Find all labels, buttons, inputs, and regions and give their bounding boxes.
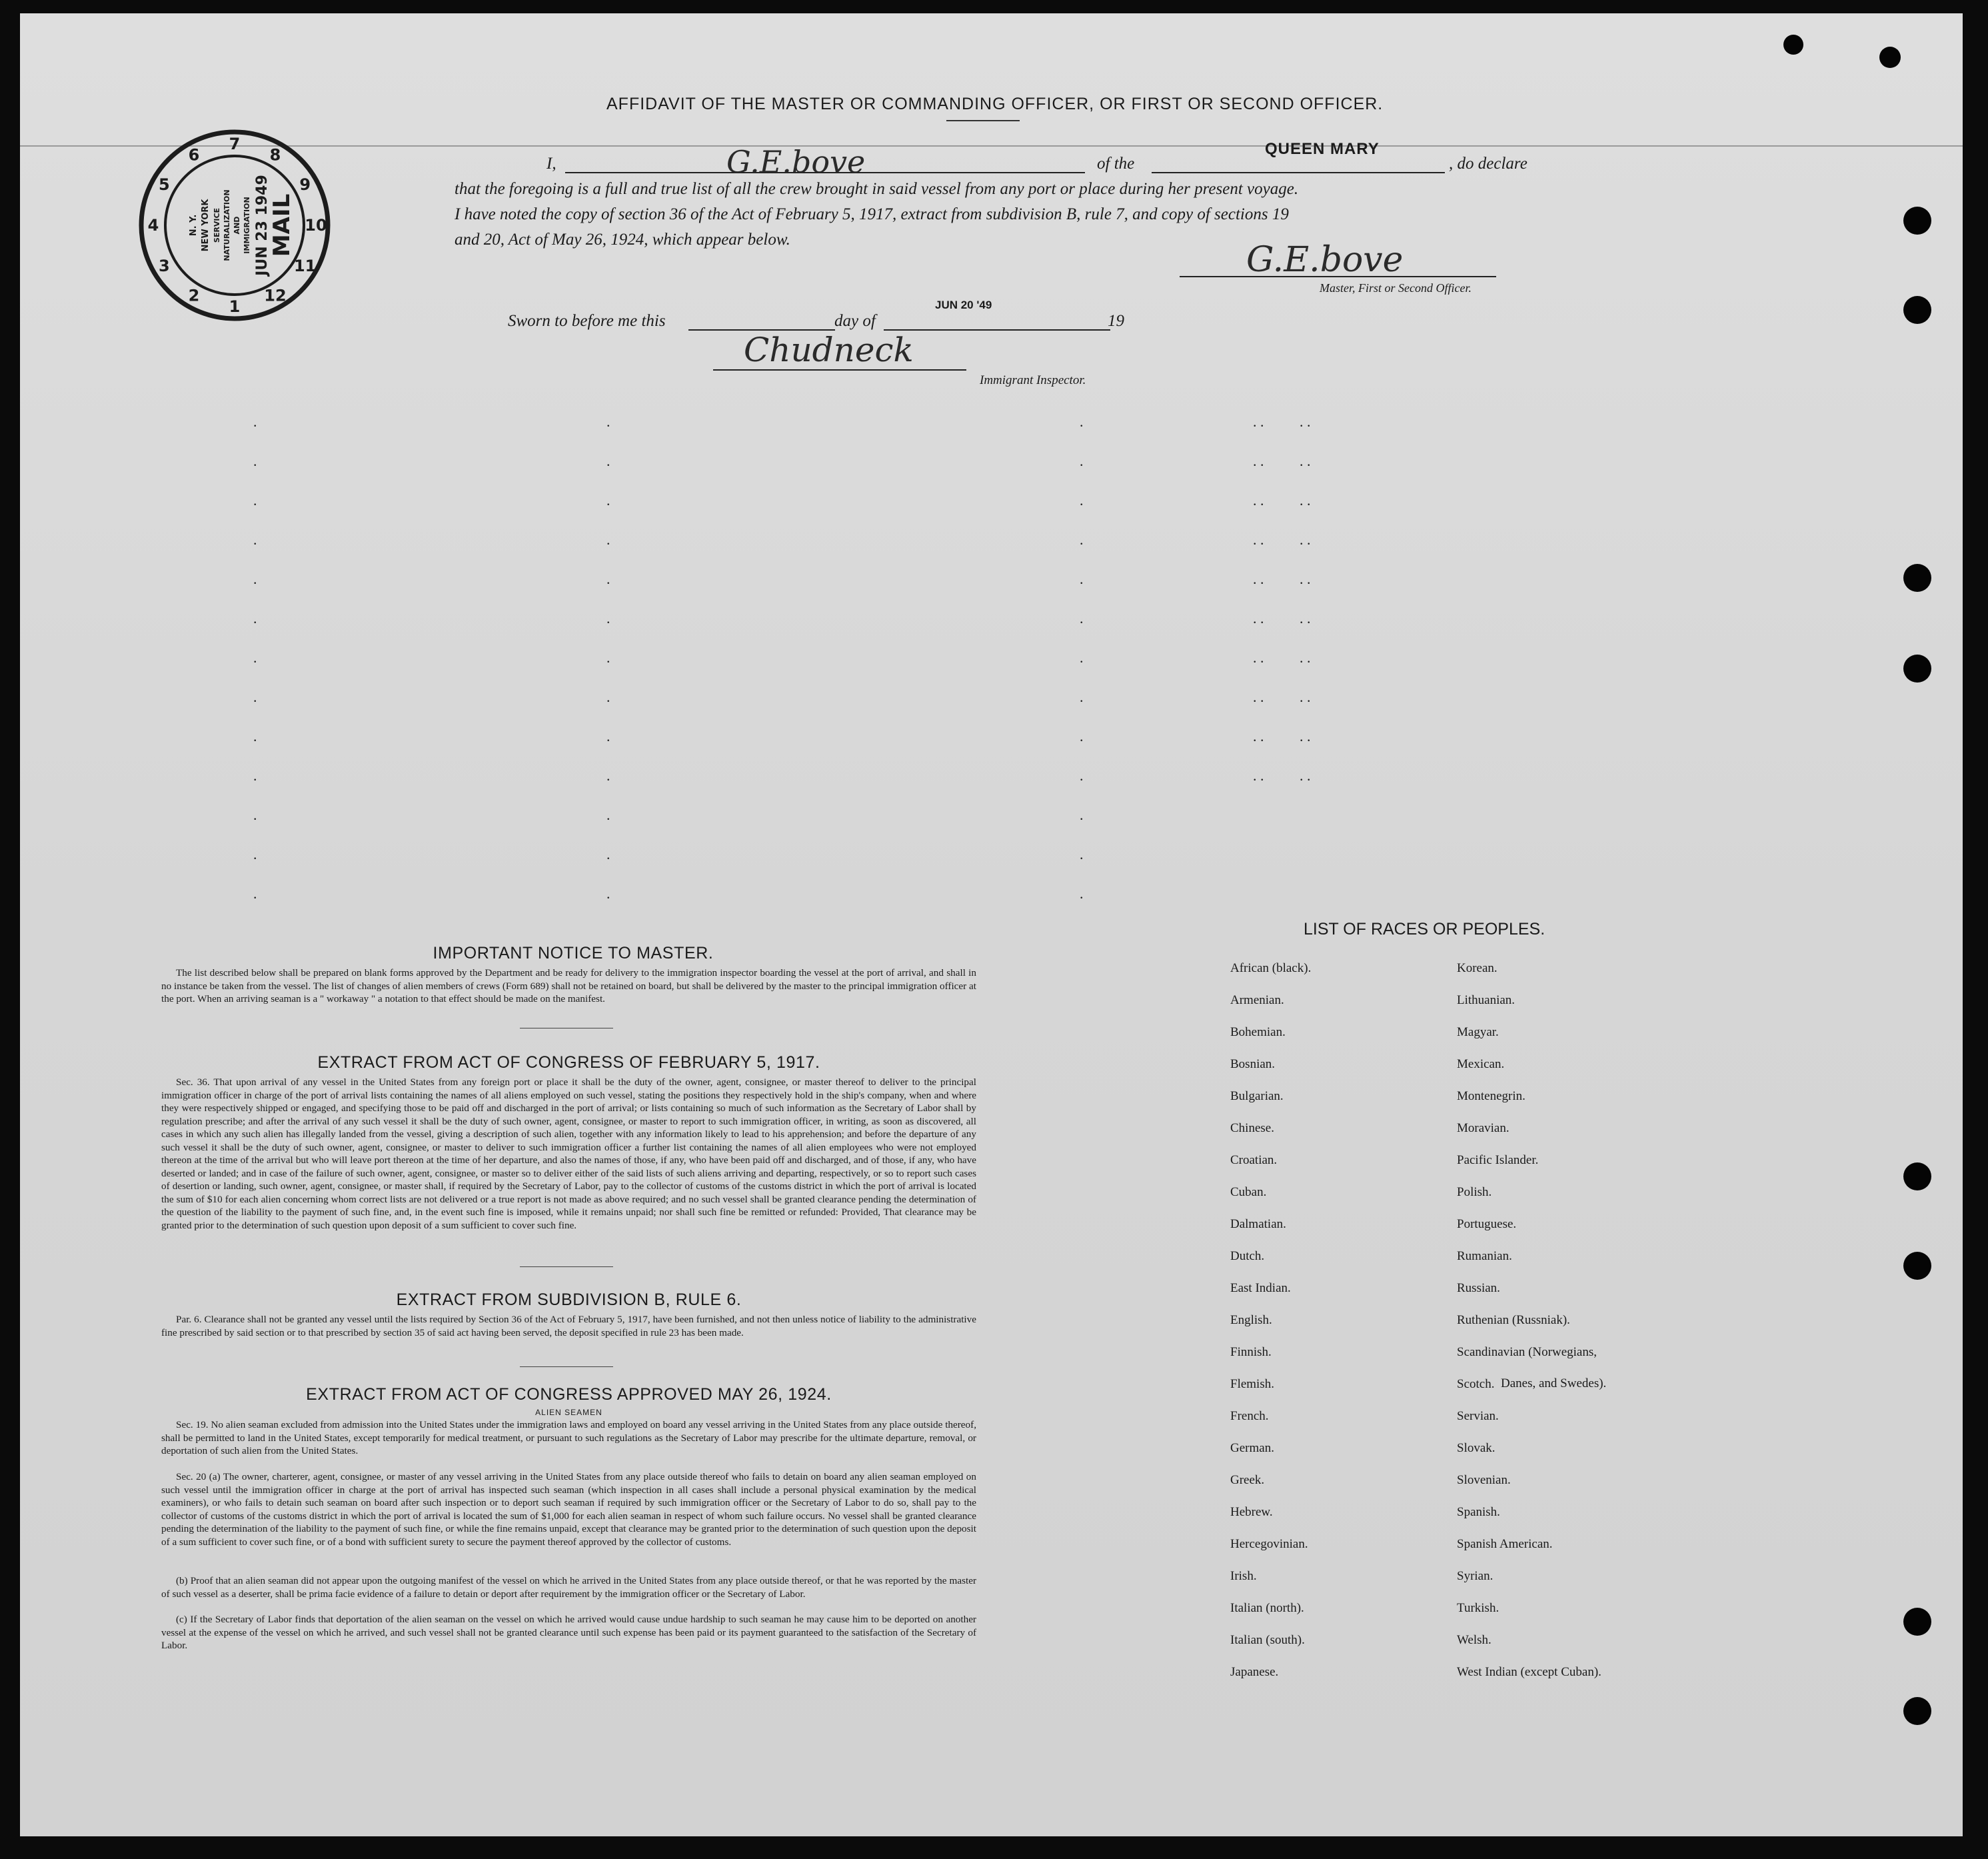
declaration-line-2: that the foregoing is a full and true list of all the crew brought in said vessel from any port or place during her present voyage. xyxy=(455,180,1299,198)
dot-mark: . xyxy=(606,610,610,627)
dot-mark: . . xyxy=(1300,492,1311,509)
races-scandinavian-continuation: Danes, and Swedes). xyxy=(1501,1376,1607,1390)
stamp-ring-number: 10 xyxy=(305,216,327,235)
race-item-right: Scotch. xyxy=(1457,1377,1495,1391)
stamp-location: NEW YORK xyxy=(201,199,211,252)
dot-mark: . xyxy=(606,728,610,745)
sworn-year-label: 19 xyxy=(1108,312,1124,330)
dot-mark: . xyxy=(1080,767,1084,784)
declaration-line-3: I have noted the copy of section 36 of the Act of February 5, 1917, extract from subdivision B, rule 7, and copy of sections 19 xyxy=(455,205,1289,223)
race-item-left: Italian (north). xyxy=(1230,1601,1304,1615)
sworn-day-label: day of xyxy=(834,312,876,330)
race-item-right: Spanish American. xyxy=(1457,1537,1553,1551)
dot-mark: . xyxy=(253,885,257,902)
extract-1917-text: Sec. 36. That upon arrival of any vessel in the United States from any foreign port or place it shall be the duty of the owner, agent, consignee, or master thereof to deliver to the principal immigration officer in charge of the port of arrival lists containing the names of all aliens employed on such vessel, stating the positions they respectively hold in the ship's company, when and where they were respectively shipped or engaged, and specifying those to be paid off and discharged in the port of arrival; or lists containing so much of such information as the Secretary of Labor shall by regulation prescribe; and after the arrival of any such vessel it shall be the duty of such owner, agent, consignee, or master to report to such immigration officer, in writing, as soon as discovered, all cases in which any such alien has illegally landed from the vessel, giving a description of such alien, together with any information likely to lead to his apprehension; and before the departure of any such vessel it shall be the duty of such owner, agent, consignee, or master to deliver to such immigration officer a further list containing the names of all alien employees who were not employed thereon at the time of the arrival but who will leave port thereon at the time of her departure, and also the names of those, if any, who have been paid off and discharged, and of those, if any, who have deserted or landed; and in case of the failure of such owner, agent, consignee, or master so to deliver either of the said lists of such aliens arriving and departing, respectively, or so to report such cases of desertion or landing, such owner, agent, consignee, or master shall, if required by the Secretary of Labor, pay to the collector of customs of the customs district in which the port of arrival is located the sum of $10 for each alien concerning whom correct lists are not delivered or a true report is not made as above required; and no such vessel shall be granted clearance pending the determination of the question of the liability to the payment of such fine, and, in the event such fine is imposed, while it remains unpaid; nor shall such fine be remitted or refunded: Provided, That clearance may be granted prior to the determination of such question upon deposit of a sum sufficient to cover such fine. xyxy=(161,1076,976,1231)
race-item-right: West Indian (except Cuban). xyxy=(1457,1665,1601,1679)
stamp-ring-number: 6 xyxy=(188,145,200,165)
binder-hole-1 xyxy=(1903,207,1931,235)
dot-mark: . xyxy=(606,689,610,705)
stamp-icon xyxy=(135,125,335,325)
dot-mark: . xyxy=(606,413,610,430)
binder-hole-4 xyxy=(1903,655,1931,683)
race-item-left: Bulgarian. xyxy=(1230,1089,1284,1103)
sec-20b-text: (b) Proof that an alien seaman did not appear upon the outgoing manifest of the vessel on which he arrived in the United States from any place outside thereof, or that he was reported by the master of such vessel as a deserter, shall be prima facie evidence of a failure to detain or deport after requirement by the immigration officer or the Secretary of Labor. xyxy=(161,1575,976,1600)
stamp-ring-number: 4 xyxy=(147,216,159,235)
race-item-left: Bohemian. xyxy=(1230,1025,1286,1039)
races-title: LIST OF RACES OR PEOPLES. xyxy=(1304,920,1545,938)
binder-hole-3 xyxy=(1903,564,1931,592)
dot-mark: . xyxy=(1080,492,1084,509)
race-item-right: Ruthenian (Russniak). xyxy=(1457,1313,1570,1327)
dot-mark: . . xyxy=(1300,453,1311,469)
race-item-left: Armenian. xyxy=(1230,993,1284,1007)
inspector-signature-line xyxy=(713,369,966,371)
stamp-agency-3: NATURALIZATION xyxy=(223,189,231,261)
dot-mark: . . xyxy=(1300,571,1311,587)
race-item-left: Cuban. xyxy=(1230,1185,1267,1199)
dot-mark: . xyxy=(1080,649,1084,666)
dot-mark: . xyxy=(1080,610,1084,627)
sec-20a-text: Sec. 20 (a) The owner, charterer, agent, consignee, or master of any vessel arriving in the United States from any place outside thereof who fails to detain on board any alien seaman employed on such vessel until the immigration officer in charge at the port of arrival has inspected such seaman (which inspection in all cases shall include a personal physical examination by the medical examiners), or who fails to detain such seaman on board after such inspection or to deport such seaman if required by such immigration officer or the Secretary of Labor to do so, shall pay to the collector of customs of the customs district in which the port of arrival is located the sum of $1,000 for each alien seaman in respect of whom such failure occurs. No vessel shall be granted clearance pending the determination of the liability to the payment of such fine, or while the fine remains unpaid, except that clearance may be granted prior to the determination of such question upon the deposit of a sum sufficient to cover such fine, or of a bond with sufficient surety to secure the payment thereof approved by the collector of customs. xyxy=(161,1471,976,1548)
dot-mark: . xyxy=(253,689,257,705)
dot-mark: . . xyxy=(1253,649,1264,666)
dot-mark: . . xyxy=(1253,531,1264,548)
rule-6-title: EXTRACT FROM SUBDIVISION B, RULE 6. xyxy=(396,1290,742,1309)
dot-mark: . . xyxy=(1300,689,1311,705)
race-item-left: Finnish. xyxy=(1230,1345,1272,1359)
binder-hole-6 xyxy=(1903,1252,1931,1280)
extract-1917-title: EXTRACT FROM ACT OF CONGRESS OF FEBRUARY 5, 1917. xyxy=(317,1053,820,1072)
dot-mark: . xyxy=(1080,571,1084,587)
dot-mark: . xyxy=(253,453,257,469)
race-item-left: Flemish. xyxy=(1230,1377,1274,1391)
dot-mark: . . xyxy=(1253,610,1264,627)
dot-mark: . xyxy=(606,492,610,509)
race-item-left: African (black). xyxy=(1230,961,1312,975)
stamp-mail: MAIL xyxy=(269,193,295,257)
race-item-right: Rumanian. xyxy=(1457,1249,1512,1263)
binder-hole-2 xyxy=(1903,296,1931,324)
dot-mark: . . xyxy=(1300,767,1311,784)
dot-mark: . . xyxy=(1253,689,1264,705)
race-item-right: Mexican. xyxy=(1457,1057,1505,1071)
race-item-left: Hebrew. xyxy=(1230,1505,1273,1519)
extract-1924-subtitle: ALIEN SEAMEN xyxy=(535,1408,602,1417)
race-item-left: German. xyxy=(1230,1441,1274,1455)
notice-text: The list described below shall be prepared on blank forms approved by the Department and be ready for delivery to the immigration inspector boarding the vessel at the port of arrival, and shall in no instance be taken from the vessel. The list of changes of alien members of crews (Form 689) shall not be retained on board, but shall be delivered by the master to the principal immigration officer at the port. When an arriving seaman is a " workaway " a notation to that effect should be made on the manifest. xyxy=(161,967,976,1004)
dot-mark: . xyxy=(1080,807,1084,823)
race-item-right: Scandinavian (Norwegians, xyxy=(1457,1345,1597,1359)
dot-mark: . xyxy=(253,531,257,548)
dot-mark: . xyxy=(1080,846,1084,863)
declaration-do-declare: , do declare xyxy=(1449,155,1527,173)
dot-mark: . . xyxy=(1300,728,1311,745)
dot-mark: . xyxy=(253,571,257,587)
stamp-agency-1: IMMIGRATION xyxy=(243,197,251,254)
race-item-right: Lithuanian. xyxy=(1457,993,1515,1007)
dot-mark: . xyxy=(1080,453,1084,469)
race-item-left: Irish. xyxy=(1230,1569,1257,1583)
dot-mark: . xyxy=(253,846,257,863)
race-item-left: Japanese. xyxy=(1230,1665,1279,1679)
dot-mark: . xyxy=(253,492,257,509)
race-item-right: Moravian. xyxy=(1457,1121,1509,1135)
stamp-agency-2: AND xyxy=(233,216,241,235)
stamp-ring-number: 2 xyxy=(188,286,200,305)
sworn-date-stamp: JUN 20 '49 xyxy=(935,299,992,311)
stamp-ring-number: 5 xyxy=(158,175,170,194)
master-signature: G.E.bove xyxy=(1246,240,1404,280)
race-item-right: Montenegrin. xyxy=(1457,1089,1525,1103)
stamp-ring-number: 9 xyxy=(299,175,311,194)
manifest-page xyxy=(20,13,1963,1836)
dot-mark: . xyxy=(1080,689,1084,705)
dot-mark: . xyxy=(253,767,257,784)
sec-20c-text: (c) If the Secretary of Labor finds that deportation of the alien seaman on the vessel on which he arrived would cause undue hardship to such seaman he may cause him to be deported on another vessel at the expense of the vessel on which he arrived, and such vessel shall not be granted clearance until such expense has been paid or its payment guaranteed to the satisfaction of the Secretary of Labor. xyxy=(161,1614,976,1651)
dot-mark: . xyxy=(253,807,257,823)
race-item-right: Pacific Islander. xyxy=(1457,1153,1539,1167)
dot-mark: . . xyxy=(1253,767,1264,784)
dot-mark: . xyxy=(606,846,610,863)
inspector-caption: Immigrant Inspector. xyxy=(980,373,1086,387)
stamp-ring-number: 3 xyxy=(158,257,170,275)
race-item-left: East Indian. xyxy=(1230,1281,1291,1295)
dot-mark: . xyxy=(253,649,257,666)
vessel-name-line xyxy=(1152,172,1445,173)
dot-mark: . xyxy=(606,531,610,548)
race-item-left: Bosnian. xyxy=(1230,1057,1276,1071)
sworn-text: Sworn to before me this xyxy=(508,312,666,330)
sworn-month-line xyxy=(884,329,1110,331)
dot-mark: . . xyxy=(1253,492,1264,509)
master-signature-line xyxy=(1180,276,1496,277)
dot-mark: . . xyxy=(1253,453,1264,469)
dot-mark: . . xyxy=(1300,531,1311,548)
binder-hole-5 xyxy=(1903,1162,1931,1190)
dot-mark: . xyxy=(606,807,610,823)
immigration-mail-stamp xyxy=(135,125,335,325)
race-item-right: Servian. xyxy=(1457,1409,1499,1423)
corner-punch-2 xyxy=(1783,35,1803,55)
vessel-name: QUEEN MARY xyxy=(1265,140,1380,158)
separator-3 xyxy=(520,1366,613,1367)
dot-mark: . xyxy=(606,767,610,784)
binder-hole-7 xyxy=(1903,1608,1931,1636)
dot-mark: . xyxy=(1080,728,1084,745)
dot-mark: . xyxy=(606,571,610,587)
stamp-date: JUN 23 1949 xyxy=(254,175,271,276)
inspector-signature: Chudneck xyxy=(744,331,914,369)
master-signature-caption: Master, First or Second Officer. xyxy=(1320,281,1472,295)
race-item-right: Magyar. xyxy=(1457,1025,1499,1039)
declaration-line-4: and 20, Act of May 26, 1924, which appear below. xyxy=(455,231,790,249)
dot-mark: . xyxy=(253,728,257,745)
dot-mark: . xyxy=(606,885,610,902)
race-item-left: Italian (south). xyxy=(1230,1633,1305,1647)
race-item-right: Portuguese. xyxy=(1457,1217,1517,1231)
dot-mark: . xyxy=(253,610,257,627)
race-item-left: Dalmatian. xyxy=(1230,1217,1286,1231)
dot-mark: . . xyxy=(1300,413,1311,430)
dot-mark: . . xyxy=(1300,610,1311,627)
dot-mark: . xyxy=(1080,531,1084,548)
dot-mark: . . xyxy=(1300,649,1311,666)
race-item-right: Spanish. xyxy=(1457,1505,1500,1519)
rule-6-text: Par. 6. Clearance shall not be granted any vessel until the lists required by Section 36 of the Act of February 5, 1917, have been furnished, and not then unless notice of liability to the administrative fine prescribed by said section or to that prescribed by section 35 of said act having been served, the deposit specified in rule 23 has been made. xyxy=(161,1314,976,1338)
race-item-left: Chinese. xyxy=(1230,1121,1274,1135)
race-item-right: Russian. xyxy=(1457,1281,1500,1295)
race-item-left: French. xyxy=(1230,1409,1269,1423)
affidavit-title: AFFIDAVIT OF THE MASTER OR COMMANDING OFFICER, OR FIRST OR SECOND OFFICER. xyxy=(606,95,1384,113)
race-item-right: Korean. xyxy=(1457,961,1497,975)
sec-19-text: Sec. 19. No alien seaman excluded from admission into the United States under the immigration laws and employed on board any vessel arriving in the United States from any place outside thereof, shall be permitted to land in the United States, except temporarily for medical treatment, or pursuant to such regulations as the Secretary of Labor may prescribe for the ultimate departure, removal, or deportation of such alien from the United States. xyxy=(161,1419,976,1456)
dot-mark: . xyxy=(1080,413,1084,430)
race-item-right: Slovenian. xyxy=(1457,1473,1511,1487)
race-item-right: Syrian. xyxy=(1457,1569,1493,1583)
dot-mark: . . xyxy=(1253,728,1264,745)
dot-mark: . xyxy=(253,413,257,430)
stamp-ring-number: 1 xyxy=(229,297,241,316)
notice-title: IMPORTANT NOTICE TO MASTER. xyxy=(433,944,714,962)
race-item-right: Turkish. xyxy=(1457,1601,1499,1615)
race-item-left: Croatian. xyxy=(1230,1153,1278,1167)
stamp-ring-number: 7 xyxy=(229,135,241,153)
race-item-left: Dutch. xyxy=(1230,1249,1265,1263)
stamp-ring-number: 12 xyxy=(264,286,287,305)
stamp-agency-4: SERVICE xyxy=(213,207,221,243)
race-item-right: Welsh. xyxy=(1457,1633,1491,1647)
corner-punch-1 xyxy=(1879,47,1901,68)
separator-2 xyxy=(520,1266,613,1267)
extract-1924-title: EXTRACT FROM ACT OF CONGRESS APPROVED MAY 26, 1924. xyxy=(306,1385,832,1404)
stamp-state: N. Y. xyxy=(189,214,199,237)
master-name-signature: G.E.bove xyxy=(726,144,866,180)
race-item-left: Hercegovinian. xyxy=(1230,1537,1308,1551)
stamp-ring-number: 8 xyxy=(269,145,281,165)
title-underline xyxy=(946,120,1020,121)
dot-mark: . . xyxy=(1253,571,1264,587)
dot-mark: . xyxy=(606,453,610,469)
dot-mark: . xyxy=(1080,885,1084,902)
stamp-ring-number: 11 xyxy=(293,257,317,275)
dot-mark: . . xyxy=(1253,413,1264,430)
race-item-left: Greek. xyxy=(1230,1473,1265,1487)
binder-hole-8 xyxy=(1903,1697,1931,1725)
race-item-right: Polish. xyxy=(1457,1185,1492,1199)
race-item-left: English. xyxy=(1230,1313,1272,1327)
declaration-of-the: of the xyxy=(1097,155,1135,173)
declaration-i: I, xyxy=(546,155,556,173)
dot-mark: . xyxy=(606,649,610,666)
race-item-right: Slovak. xyxy=(1457,1441,1495,1455)
